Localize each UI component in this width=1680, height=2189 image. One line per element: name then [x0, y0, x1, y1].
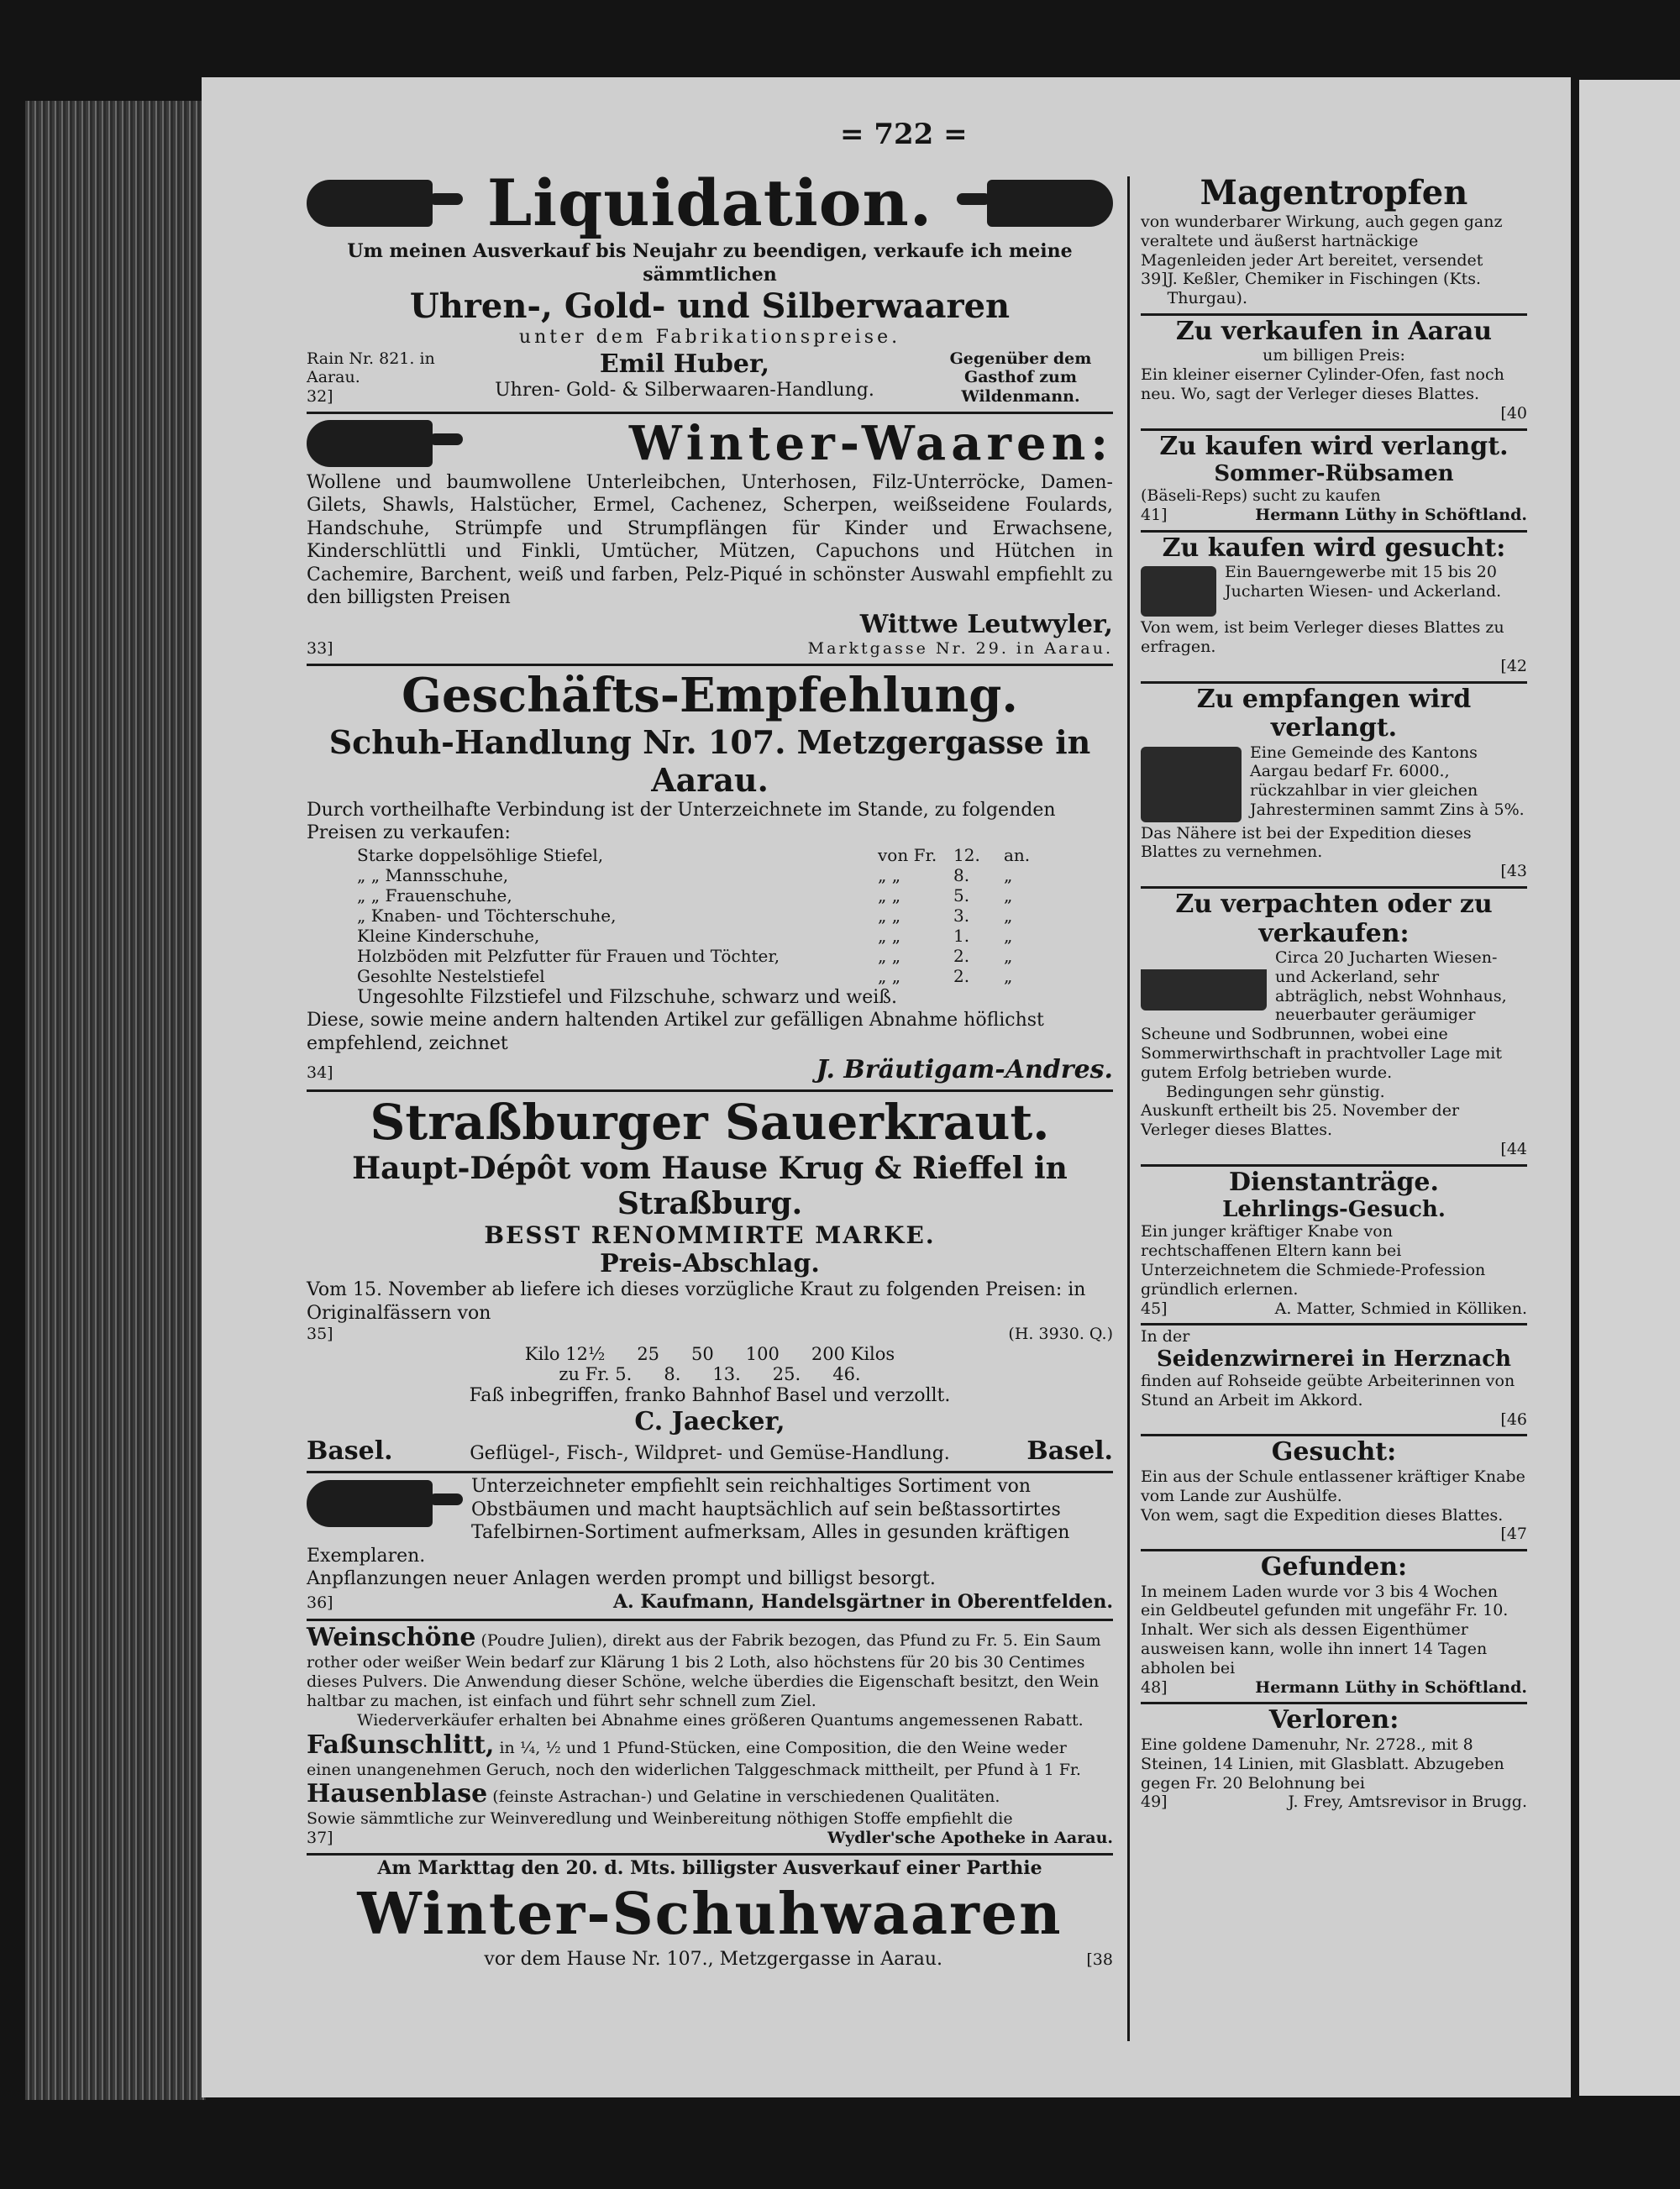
- ad-number: 45]: [1141, 1299, 1168, 1318]
- ad-city: Basel.: [307, 1436, 393, 1467]
- price-list-pre: „ „: [878, 925, 901, 946]
- price-list-pre: „ „: [878, 965, 901, 986]
- ad-signature: C. Jaecker,: [634, 1407, 785, 1437]
- price-list-price: 1.: [953, 925, 970, 946]
- ad-brand: BESST RENOMMIRTE MARKE.: [484, 1221, 936, 1250]
- ad-body: Circa 20 Jucharten Wiesen- und Ackerland, sehr abträglich, nebst Wohnhaus, neuerbauter geräumiger Scheune und Sodbrunnen, wobei eine Sommerwirthschaft in prachtvoller Lage mit gutem Erfolg betrieben wurde.: [1141, 948, 1507, 1082]
- farmhouse-icon: [1141, 566, 1216, 617]
- price-list-pre: „ „: [878, 945, 901, 966]
- adjacent-page-edge: [1579, 80, 1680, 2096]
- ad-city: Basel.: [1026, 1436, 1113, 1467]
- price-list-price: 2.: [953, 965, 970, 986]
- ad-text: In der: [1141, 1327, 1190, 1346]
- ad-address: Marktgasse Nr. 29. in Aarau.: [807, 638, 1113, 658]
- price-list-row: [357, 865, 1113, 885]
- price-list-pre: von Fr.: [878, 844, 937, 865]
- price-list-price: 8.: [953, 864, 970, 885]
- price-list-label: „ „ Mannsschuhe,: [357, 864, 509, 885]
- ad-address: Rain Nr. 821. in Aarau.: [307, 349, 435, 387]
- ad-verloren: [1141, 1704, 1527, 1817]
- ad-body: finden auf Rohseide geübte Arbeiterinnen von Stund an Arbeit im Akkord.: [1141, 1372, 1515, 1409]
- kilo-cell: Kilo 12½: [524, 1343, 606, 1364]
- price-list-pre: „ „: [878, 864, 901, 885]
- price-cell: zu Fr. 5.: [559, 1363, 633, 1384]
- price-list-label: „ „ Frauenschuhe,: [357, 885, 512, 906]
- ad-zu-kaufen-gesucht: [1141, 533, 1527, 684]
- ad-headline: Uhren-, Gold- und Silberwaaren: [409, 286, 1011, 326]
- ad-text: Um meinen Ausverkauf bis Neujahr zu beendigen, verkaufe ich meine sämmtlichen: [347, 240, 1073, 286]
- ad-text: Sowie sämmtliche zur Weinveredlung und Weinbereitung nöthigen Stoffe empfiehlt die: [307, 1809, 1013, 1829]
- ad-address: vor dem Hause Nr. 107., Metzgergasse in Aarau.: [484, 1948, 942, 1970]
- ad-signature: A. Kaufmann, Handelsgärtner in Oberentfelden.: [612, 1590, 1113, 1613]
- ad-signature: Wydler'sche Apotheke in Aarau.: [827, 1829, 1113, 1848]
- ad-title: Gefunden:: [1260, 1552, 1408, 1583]
- ad-title: Winter-Schuhwaaren: [357, 1880, 1063, 1948]
- ad-signature: Emil Huber,: [599, 349, 770, 379]
- ad-body: Ein kleiner eiserner Cylinder-Ofen, fast noch neu. Wo, sagt der Verleger dieses Blattes.: [1141, 365, 1504, 404]
- price-list-suf: „: [1004, 885, 1013, 906]
- ad-title: Verloren:: [1268, 1705, 1399, 1735]
- ad-signature: J. Frey, Amtsrevisor in Brugg.: [1288, 1793, 1527, 1812]
- ad-obstbaeume: [307, 1473, 1113, 1621]
- ad-body: Ein aus der Schule entlassener kräftiger Knabe vom Lande zur Aushülfe.: [1141, 1467, 1525, 1505]
- price-list-label: Holzböden mit Pelzfutter für Frauen und Töchter,: [357, 945, 780, 966]
- price-list-label: „ Knaben- und Töchterschuhe,: [357, 905, 617, 926]
- ad-number: [43: [1500, 862, 1527, 881]
- ad-text: in ¼, ½ und 1 Pfund-Stücken, eine Composition, die den Weine weder einen unangenehmen Geruch, noch den widerlichen Talggeschmack mittheilt, per Pfund à 1 Fr.: [307, 1738, 1081, 1779]
- ad-text: Von wem, sagt die Expedition dieses Blattes.: [1141, 1505, 1504, 1525]
- book-edge: [25, 101, 206, 2100]
- price-list-price: 2.: [953, 945, 970, 966]
- price-list-label: Gesohlte Nestelstiefel: [357, 965, 545, 986]
- ad-signature: J. Bräutigam-Andres.: [816, 1055, 1113, 1085]
- ad-number: [42: [1500, 656, 1527, 675]
- ad-signature: J. Keßler, Chemiker in Fischingen (Kts. Thurgau).: [1167, 270, 1482, 308]
- ad-liquidation: [307, 164, 1113, 414]
- ad-business: Geflügel-, Fisch-, Wildpret- und Gemüse-Handlung.: [470, 1443, 950, 1465]
- ad-intro: Durch vortheilhafte Verbindung ist der Unterzeichnete im Stande, zu folgenden Preisen zu verkaufen:: [307, 799, 1056, 844]
- ad-text: (feinste Astrachan-) und Gelatine in verschiedenen Qualitäten.: [492, 1787, 1000, 1807]
- ad-title: Zu verkaufen in Aarau: [1175, 316, 1493, 346]
- price-cell: 13.: [712, 1363, 741, 1384]
- price-list-suf: „: [1004, 905, 1013, 926]
- ad-reference: (H. 3930. Q.): [1008, 1325, 1113, 1344]
- ad-number: 37]: [307, 1829, 333, 1848]
- ad-price-heading: Preis-Abschlag.: [600, 1249, 820, 1279]
- ad-number: 35]: [307, 1325, 333, 1344]
- price-row: [307, 1364, 1113, 1384]
- ad-body: Ein junger kräftiger Knabe von rechtschaffenen Eltern kann bei Unterzeichnetem die Schmiede-Profession gründlich erlernen.: [1141, 1222, 1486, 1299]
- ad-heading: Weinschöne: [307, 1623, 476, 1653]
- price-list-pre: „ „: [878, 905, 901, 926]
- ad-title: Magentropfen: [1200, 173, 1468, 213]
- price-list-row: [357, 906, 1113, 926]
- ad-note: Faß inbegriffen, franko Bahnhof Basel und verzollt.: [469, 1384, 951, 1406]
- ad-number: [44: [1500, 1140, 1527, 1159]
- money-bag-icon: [1141, 747, 1242, 822]
- ad-body: von wunderbarer Wirkung, auch gegen ganz veraltete und äußerst hartnäckige Magenleiden jeder Art bereitet, versendet: [1141, 213, 1503, 270]
- ad-gefunden: [1141, 1551, 1527, 1704]
- ad-number: 48]: [1141, 1677, 1168, 1697]
- price-list-label: Starke doppelsöhlige Stiefel,: [357, 844, 604, 865]
- price-cell: 25.: [772, 1363, 801, 1384]
- price-list: [307, 845, 1113, 986]
- ad-body: (Bäseli-Reps) sucht zu kaufen: [1141, 486, 1381, 506]
- ad-number: [47: [1500, 1525, 1527, 1544]
- ad-number: [46: [1500, 1409, 1527, 1429]
- ad-text: Wiederverkäufer erhalten bei Abnahme eines größeren Quantums angemessenen Rabatt.: [357, 1710, 1084, 1730]
- ad-subtitle: Sommer-Rübsamen: [1214, 461, 1454, 487]
- ad-number: 41]: [1141, 505, 1168, 524]
- ad-number: 32]: [307, 387, 333, 407]
- ad-heading: Hausenblase: [307, 1779, 488, 1809]
- ad-title: Lehrlings-Gesuch.: [1222, 1197, 1446, 1223]
- kilo-cell: 50: [691, 1343, 714, 1364]
- ad-zu-empfangen: [1141, 684, 1527, 889]
- ad-number: 49]: [1141, 1793, 1168, 1812]
- ad-title: Liquidation.: [486, 165, 933, 240]
- price-list-suf: „: [1004, 864, 1013, 885]
- ad-signature: A. Matter, Schmied in Kölliken.: [1274, 1299, 1527, 1318]
- price-cell: 8.: [664, 1363, 681, 1384]
- ad-zu-verkaufen: [1141, 316, 1527, 431]
- ad-intro: Vom 15. November ab liefere ich dieses vorzügliche Kraut zu folgenden Preisen: in Originalfässern von: [307, 1279, 1086, 1324]
- price-list-row: [357, 966, 1113, 986]
- ad-body: Unterzeichneter empfiehlt sein reichhaltiges Sortiment von Obstbäumen und macht hauptsächlich auf sein beßtassortirtes Tafelbirnen-Sortiment aufmerksam, Alles in gesunden kräftigen Exemplaren.: [307, 1476, 1070, 1567]
- price-list-price: 5.: [953, 885, 970, 906]
- price-list-label: Kleine Kinderschuhe,: [357, 925, 540, 946]
- ad-body: In meinem Laden wurde vor 3 bis 4 Wochen ein Geldbeutel gefunden mit ungefähr Fr. 10. Inhalt. Wer sich als dessen Eigenthümer ausweisen kann, wolle ihn innert 14 Tagen abholen bei: [1141, 1582, 1509, 1677]
- quantity-row: [307, 1344, 1113, 1364]
- ad-text: Von wem, ist beim Verleger dieses Blattes zu erfragen.: [1141, 618, 1504, 657]
- ad-title: Geschäfts-Empfehlung.: [402, 667, 1018, 723]
- section-title: Dienstanträge.: [1229, 1167, 1439, 1197]
- ad-body: Wollene und baumwollene Unterleibchen, Unterhosen, Filz-Unterröcke, Damen-Gilets, Shawls, Halstücher, Ermel, Cachenez, Scherpen, weißseidene Foulards, Handschuhe, Strümpfe und Strumpflängen für Kinder und Erwachsene, Kinderschlüttli und Finkli, Umtücher, Mützen, Capuchons und Hütchen in Cachemire, Barchent, weiß und farben, Pelz-Piqué in schönster Auswahl empfiehlt zu den billigsten Preisen: [307, 471, 1113, 609]
- pointing-hand-icon: [307, 1480, 433, 1527]
- ad-weinschoene: [307, 1621, 1113, 1856]
- pointing-hand-icon: [307, 180, 433, 227]
- ad-signature: Hermann Lüthy in Schöftland.: [1255, 1677, 1527, 1697]
- ad-title: Straßburger Sauerkraut.: [370, 1094, 1050, 1152]
- ad-heading: Faßunschlitt,: [307, 1730, 495, 1760]
- price-list-row: [357, 885, 1113, 906]
- ad-zu-kaufen-verlangt: [1141, 431, 1527, 533]
- ad-body: Eine Gemeinde des Kantons Aargau bedarf Fr. 6000., rückzahlbar in vier gleichen Jahresterminen sammt Zins à 5%.: [1250, 743, 1525, 820]
- ad-title: Winter-Waaren:: [628, 415, 1113, 471]
- ad-subline: Uhren- Gold- & Silberwaaren-Handlung.: [495, 379, 874, 401]
- ad-title: Seidenzwirnerei in Herznach: [1156, 1346, 1512, 1373]
- ad-title: Gesucht:: [1271, 1437, 1397, 1467]
- ad-body: Eine goldene Damenuhr, Nr. 2728., mit 8 Steinen, 14 Linien, mit Glasblatt. Abzugeben gegen Fr. 20 Belohnung bei: [1141, 1735, 1504, 1793]
- ad-title: Zu kaufen wird verlangt.: [1159, 431, 1509, 461]
- ad-text: Anpflanzungen neuer Anlagen werden prompt und billigst besorgt.: [307, 1568, 936, 1590]
- price-list-price: 12.: [953, 844, 980, 865]
- price-list-row: [357, 926, 1113, 946]
- ad-title: Zu kaufen wird gesucht:: [1162, 533, 1506, 563]
- price-list-suf: an.: [1004, 844, 1031, 865]
- ad-location: Gegenüber dem Gasthof zum Wildenmann.: [949, 349, 1092, 407]
- ad-subtitle: um billigen Preis:: [1263, 346, 1405, 365]
- price-list-pre: „ „: [878, 885, 901, 906]
- ad-subtitle: Haupt-Dépôt vom Hause Krug & Rieffel in Straßburg.: [352, 1151, 1068, 1222]
- ad-number: 39]: [1141, 270, 1168, 289]
- ad-text: Ungesohlte Filzstiefel und Filzschuhe, schwarz und weiß.: [357, 986, 897, 1008]
- price-cell: 46.: [832, 1363, 861, 1384]
- kilo-cell: 100: [745, 1343, 780, 1364]
- ad-text: unter dem Fabrikationspreise.: [518, 327, 901, 348]
- ad-sauerkraut: [307, 1092, 1113, 1473]
- ad-number: [40: [1500, 403, 1527, 423]
- price-list-suf: „: [1004, 965, 1013, 986]
- price-list-row: [357, 946, 1113, 966]
- right-column: [1141, 172, 1527, 1817]
- price-list-row: [357, 845, 1113, 865]
- ad-text: Das Nähere ist bei der Expedition dieses Blattes zu vernehmen.: [1141, 823, 1472, 862]
- ad-text: Am Markttag den 20. d. Mts. billigster Ausverkauf einer Parthie: [377, 1857, 1042, 1880]
- ad-magentropfen: [1141, 172, 1527, 316]
- ad-geschaefts-empfehlung: [307, 666, 1113, 1093]
- price-list-suf: „: [1004, 925, 1013, 946]
- ad-signature: Hermann Lüthy in Schöftland.: [1255, 505, 1527, 524]
- ad-gesucht: [1141, 1436, 1527, 1551]
- left-column: [307, 164, 1113, 1976]
- ad-number: 33]: [307, 638, 333, 658]
- ad-body: Ein Bauerngewerbe mit 15 bis 20 Jucharten Wiesen- und Ackerland.: [1225, 563, 1502, 601]
- pointing-hand-icon: [987, 180, 1113, 227]
- ad-signature: Wittwe Leutwyler,: [859, 609, 1113, 639]
- ad-title: Zu empfangen wird verlangt.: [1196, 684, 1472, 743]
- pointing-hand-icon: [307, 420, 433, 467]
- ad-text: Auskunft ertheilt bis 25. November der Verleger dieses Blattes.: [1141, 1101, 1460, 1140]
- kilo-cell: 200 Kilos: [811, 1343, 895, 1364]
- page-number: = 722 =: [840, 118, 968, 151]
- ad-number: 36]: [307, 1593, 333, 1612]
- ad-text: Bedingungen sehr günstig.: [1166, 1082, 1385, 1101]
- house-icon: [1141, 952, 1267, 1011]
- ad-subtitle: Schuh-Handlung Nr. 107. Metzgergasse in Aarau.: [328, 722, 1091, 799]
- column-divider: [1127, 176, 1130, 2041]
- ad-winter-waaren: [307, 414, 1113, 666]
- ad-number: 34]: [307, 1063, 333, 1083]
- ad-zu-verpachten: [1141, 889, 1527, 1167]
- ad-text: (Poudre Julien), direkt aus der Fabrik bezogen, das Pfund zu Fr. 5. Ein Saum rother oder weißer Wein bedarf zur Klärung 1 bis 2 Loth, also höchstens für 20 bis 30 Centimes dieses Pulvers. Die Anwendung dieser Schöne, welche überdies die Eigenschaft besitzt, den Wein haltbar zu machen, ist einfach und führt sehr schnell zum Ziel.: [307, 1631, 1101, 1711]
- ad-lehrlings-gesuch: [1141, 1167, 1527, 1325]
- ad-title: Zu verpachten oder zu verkaufen:: [1175, 890, 1493, 948]
- kilo-cell: 25: [637, 1343, 660, 1364]
- ad-number: [38: [1086, 1950, 1113, 1969]
- ad-winter-schuhwaaren: [307, 1856, 1113, 1976]
- ad-seidenzwirnerei: [1141, 1325, 1527, 1436]
- ad-closing: Diese, sowie meine andern haltenden Artikel zur gefälligen Abnahme höflichst empfehlend, zeichnet: [307, 1010, 1044, 1054]
- price-list-suf: „: [1004, 945, 1013, 966]
- price-list-price: 3.: [953, 905, 970, 926]
